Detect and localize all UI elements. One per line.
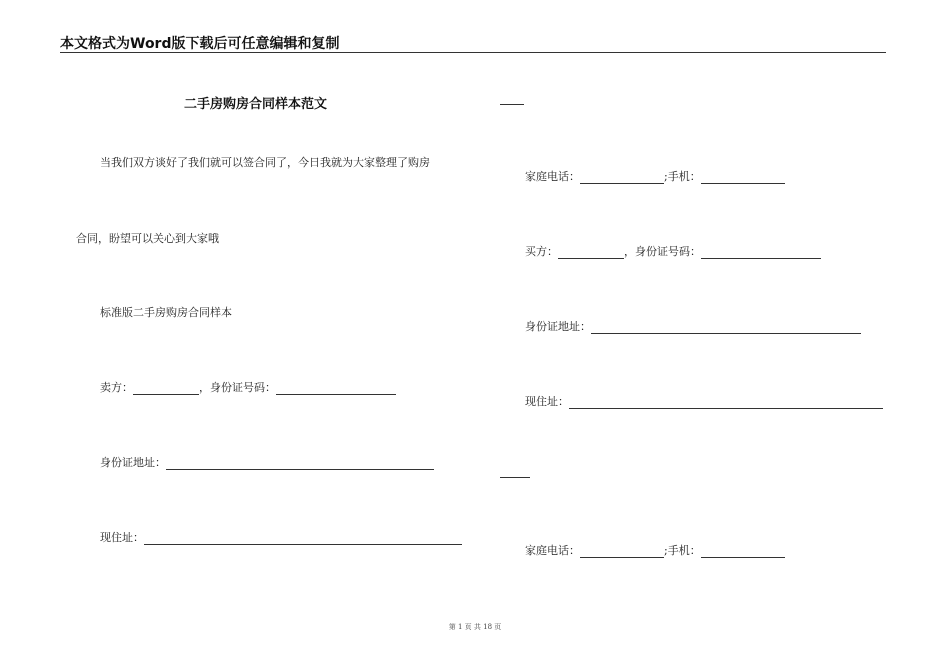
seller-id-address-blank [166, 457, 434, 470]
footer-page-number: 1 [457, 623, 463, 631]
buyer-home-phone-blank [580, 545, 664, 558]
continuation-underline-1 [500, 104, 524, 105]
contract-subtitle: 标准版二手房购房合同样本 [100, 306, 232, 319]
seller-home-phone-label: 家庭电话： [525, 170, 580, 183]
buyer-label: 买方： [525, 245, 558, 258]
seller-mobile-label: ;手机： [664, 170, 701, 183]
buyer-line [525, 243, 821, 259]
buyer-phone-line [525, 542, 785, 558]
seller-home-phone-blank [580, 171, 664, 184]
buyer-id-address-label: 身份证地址： [525, 320, 591, 333]
buyer-current-address-label: 现住址： [525, 395, 569, 408]
page-footer [0, 622, 950, 632]
seller-current-address-blank [144, 532, 462, 545]
buyer-id-address-line [525, 318, 861, 334]
seller-id-address-line [100, 454, 434, 470]
intro-paragraph-line-1: 当我们双方谈好了我们就可以签合同了，今日我就为大家整理了购房 [100, 156, 430, 169]
page-header: 本文格式为Word版下载后可任意编辑和复制 [60, 36, 340, 52]
seller-label: 卖方： [100, 381, 133, 394]
seller-name-blank [133, 382, 199, 395]
document-title: 二手房购房合同样本范文 [184, 97, 328, 112]
seller-current-address-label: 现住址： [100, 531, 144, 544]
seller-current-address-line [100, 529, 462, 545]
seller-id-number-label: ，身份证号码： [199, 381, 276, 394]
buyer-id-number-label: ，身份证号码： [624, 245, 701, 258]
seller-mobile-blank [701, 171, 785, 184]
seller-phone-line [525, 168, 785, 184]
buyer-current-address-blank [569, 396, 883, 409]
footer-total-pages: 18 [483, 623, 493, 631]
footer-middle: 页 共 [464, 623, 481, 631]
continuation-underline-2 [500, 477, 530, 478]
footer-suffix: 页 [494, 623, 502, 631]
seller-line [100, 379, 396, 395]
seller-id-number-blank [276, 382, 396, 395]
buyer-id-address-blank [591, 321, 861, 334]
intro-paragraph-line-2: 合同，盼望可以关心到大家哦 [76, 232, 219, 245]
seller-id-address-label: 身份证地址： [100, 456, 166, 469]
footer-prefix: 第 [448, 623, 456, 631]
buyer-mobile-blank [701, 545, 785, 558]
buyer-current-address-line [525, 393, 883, 409]
header-divider [60, 52, 886, 53]
buyer-home-phone-label: 家庭电话： [525, 544, 580, 557]
buyer-name-blank [558, 246, 624, 259]
buyer-mobile-label: ;手机： [664, 544, 701, 557]
buyer-id-number-blank [701, 246, 821, 259]
